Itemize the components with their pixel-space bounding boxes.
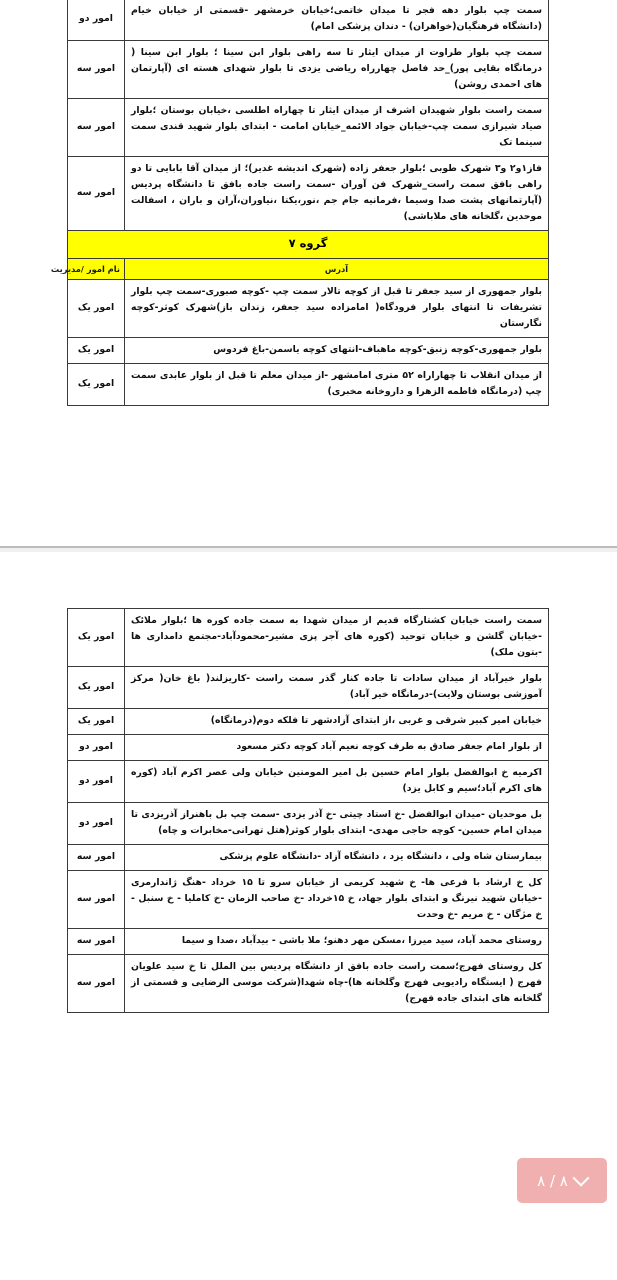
column-header-unit-name: نام امور /مدیریت bbox=[68, 258, 125, 279]
page-indicator-label: ۸ / ۸ bbox=[537, 1171, 568, 1190]
cell-address: سمت راست بلوار شهیدان اشرف از میدان ایثار تا چهاراه اطلسی ،خیابان بوستان ؛بلوار صیاد شیرازی سمت چپ-خیابان جواد الائمه_خیابان امامت - ابتدای بلوار شهید قندی سمت سینما تک bbox=[125, 98, 549, 156]
cell-address: سمت چپ بلوار طراوت از میدان ایثار تا سه راهی بلوار ابن سینا ؛ بلوار ابن سینا ( درمانگاه بقایی پور)_حد فاصل چهارراه ریاضی یزدی تا بلوار شهدای هسته ای (آپارتمان های احمدی روشن) bbox=[125, 40, 549, 98]
cell-unit-name: امور یک bbox=[68, 337, 125, 363]
cell-address: اکرمیه خ ابوالفضل بلوار امام حسین بل امیر المومنین خیابان ولی عصر اکرم آباد (کوره های اکرم آباد؛سیم و کابل یزد) bbox=[125, 760, 549, 802]
table-row bbox=[68, 954, 549, 1012]
cell-address: کل روستای فهرج؛سمت راست جاده بافق از دانشگاه پردیس بین الملل تا خ سید علویان فهرج ( ایستگاه رادیویی فهرج وگلخانه ها)-چاه شهدا(شرکت موسی الرضایی و قسمتی از گلخانه های ابتدای جاده فهرج) bbox=[125, 954, 549, 1012]
table-row bbox=[68, 337, 549, 363]
cell-address: بیمارستان شاه ولی ، دانشگاه یزد ، دانشگاه آزاد -دانشگاه علوم پزشکی bbox=[125, 844, 549, 870]
table-row bbox=[68, 279, 549, 337]
cell-address: خیابان امیر کبیر شرقی و غربی ،از ابتدای آزادشهر تا فلکه دوم(درمانگاه) bbox=[125, 708, 549, 734]
column-header-address: آدرس bbox=[125, 258, 549, 279]
group-heading-row bbox=[68, 230, 549, 258]
table-row bbox=[68, 844, 549, 870]
cell-unit-name: امور سه bbox=[68, 40, 125, 98]
table-row bbox=[68, 760, 549, 802]
cell-address: کل خ ارشاد با فرعی ها- خ شهید کریمی از خیابان سرو تا ۱۵ خرداد -هنگ ژاندارمری -خیابان شهید نیرنگ و ابتدای بلوار جهاد، خ ۱۵خرداد -خ صاحب الزمان -خ کاملیا - خ سنبل - خ مژگان - خ مریم -خ وحدت bbox=[125, 870, 549, 928]
cell-address: بلوار جمهوری-کوچه زنبق-کوچه ماهباف-انتهای کوچه یاسمن-باغ فردوس bbox=[125, 337, 549, 363]
cell-unit-name: امور دو bbox=[68, 734, 125, 760]
cell-unit-name: امور یک bbox=[68, 363, 125, 405]
cell-address: بلوار جمهوری از سید جعفر تا قبل از کوچه تالار سمت چپ -کوچه صبوری-سمت چپ بلوار تشریفات تا انتهای بلوار فرودگاه( امامزاده سید جعفر، زندان باز)شهرک کوثر-کوچه نگارستان bbox=[125, 279, 549, 337]
cell-address: از بلوار امام جعفر صادق به طرف کوچه نعیم آباد کوچه دکتر مسعود bbox=[125, 734, 549, 760]
address-table-bottom bbox=[67, 608, 549, 1013]
cell-unit-name: امور سه bbox=[68, 870, 125, 928]
cell-unit-name: امور یک bbox=[68, 609, 125, 667]
cell-address: سمت چپ بلوار دهه فجر تا میدان خاتمی؛خیابان خرمشهر -قسمتی از خیابان خیام (دانشگاه فرهنگیان(خواهران) - دندان پزشکی امام) bbox=[125, 0, 549, 40]
table-row bbox=[68, 734, 549, 760]
cell-unit-name: امور سه bbox=[68, 928, 125, 954]
address-table-top bbox=[50, 0, 549, 406]
cell-unit-name: امور یک bbox=[68, 279, 125, 337]
table-row bbox=[68, 870, 549, 928]
cell-unit-name: امور یک bbox=[68, 666, 125, 708]
column-header-row bbox=[68, 258, 549, 279]
group-title: گروه ۷ bbox=[68, 230, 549, 258]
cell-address: بلوار خیرآباد از میدان سادات تا جاده کنار گذر سمت راست -کاریزلند( باغ خان( مرکز آموزشی بوستان ولایت)-درمانگاه خیر آباد) bbox=[125, 666, 549, 708]
cell-address: از میدان انقلاب تا چهاراراه ۵۲ متری امامشهر -از میدان معلم تا قبل از بلوار عابدی سمت چپ (درمانگاه فاطمه الزهرا و داروخانه مخبری) bbox=[125, 363, 549, 405]
cell-unit-name: امور سه bbox=[68, 954, 125, 1012]
table-row bbox=[68, 40, 549, 98]
table-row bbox=[68, 98, 549, 156]
cell-address: سمت راست خیابان کشتارگاه قدیم از میدان شهدا به سمت جاده کوره ها ؛بلوار ملائک -خیابان گلشن و خیابان توحید (کوره های آجر پزی مشیر-محمودآباد-مجتمع دامداری ها -بتون ملک) bbox=[125, 609, 549, 667]
cell-unit-name: امور یک bbox=[68, 708, 125, 734]
cell-address: بل موحدیان -میدان ابوالفضل -خ استاد چیتی -خ آذر یزدی -سمت چپ بل باهنراز آذریزدی تا میدان امام حسین- کوچه حاجی مهدی- ابتدای بلوار کوثر(هتل تهرانی-مخابرات و چاه) bbox=[125, 802, 549, 844]
cell-unit-name: امور سه bbox=[68, 98, 125, 156]
table-row bbox=[68, 708, 549, 734]
table-row bbox=[68, 0, 549, 40]
table-row bbox=[68, 363, 549, 405]
table-row bbox=[68, 802, 549, 844]
table-row bbox=[68, 156, 549, 230]
cell-unit-name: امور سه bbox=[68, 156, 125, 230]
table-row bbox=[68, 666, 549, 708]
table-row bbox=[68, 928, 549, 954]
table-row bbox=[68, 609, 549, 667]
chevron-down-icon bbox=[572, 1169, 589, 1186]
cell-unit-name: امور دو bbox=[68, 802, 125, 844]
cell-unit-name: امور دو bbox=[68, 760, 125, 802]
page-indicator-badge[interactable] bbox=[517, 1158, 607, 1203]
document-page-top bbox=[0, 0, 617, 548]
cell-unit-name: امور دو bbox=[68, 0, 125, 40]
cell-unit-name: امور سه bbox=[68, 844, 125, 870]
cell-address: روستای محمد آباد، سید میرزا ،مسکن مهر دهنو؛ ملا باشی - بیدآباد ،صدا و سیما bbox=[125, 928, 549, 954]
cell-address: فاز۱و۲ و۳ شهرک طوبی ؛بلوار جعفر زاده (شهرک اندیشه غدیر)؛ از میدان آقا بابایی تا دو راهی بافق سمت راست_شهرک فن آوران -سمت راست جاده بافق تا دانشگاه پردیس (آپارتمانهای پشت صدا وسیما ،فرمانیه جام جم ،نور،یکتا ،نیاوران،آران و باران ، اسفالت موحدین ،گلخانه های ملاباشی) bbox=[125, 156, 549, 230]
